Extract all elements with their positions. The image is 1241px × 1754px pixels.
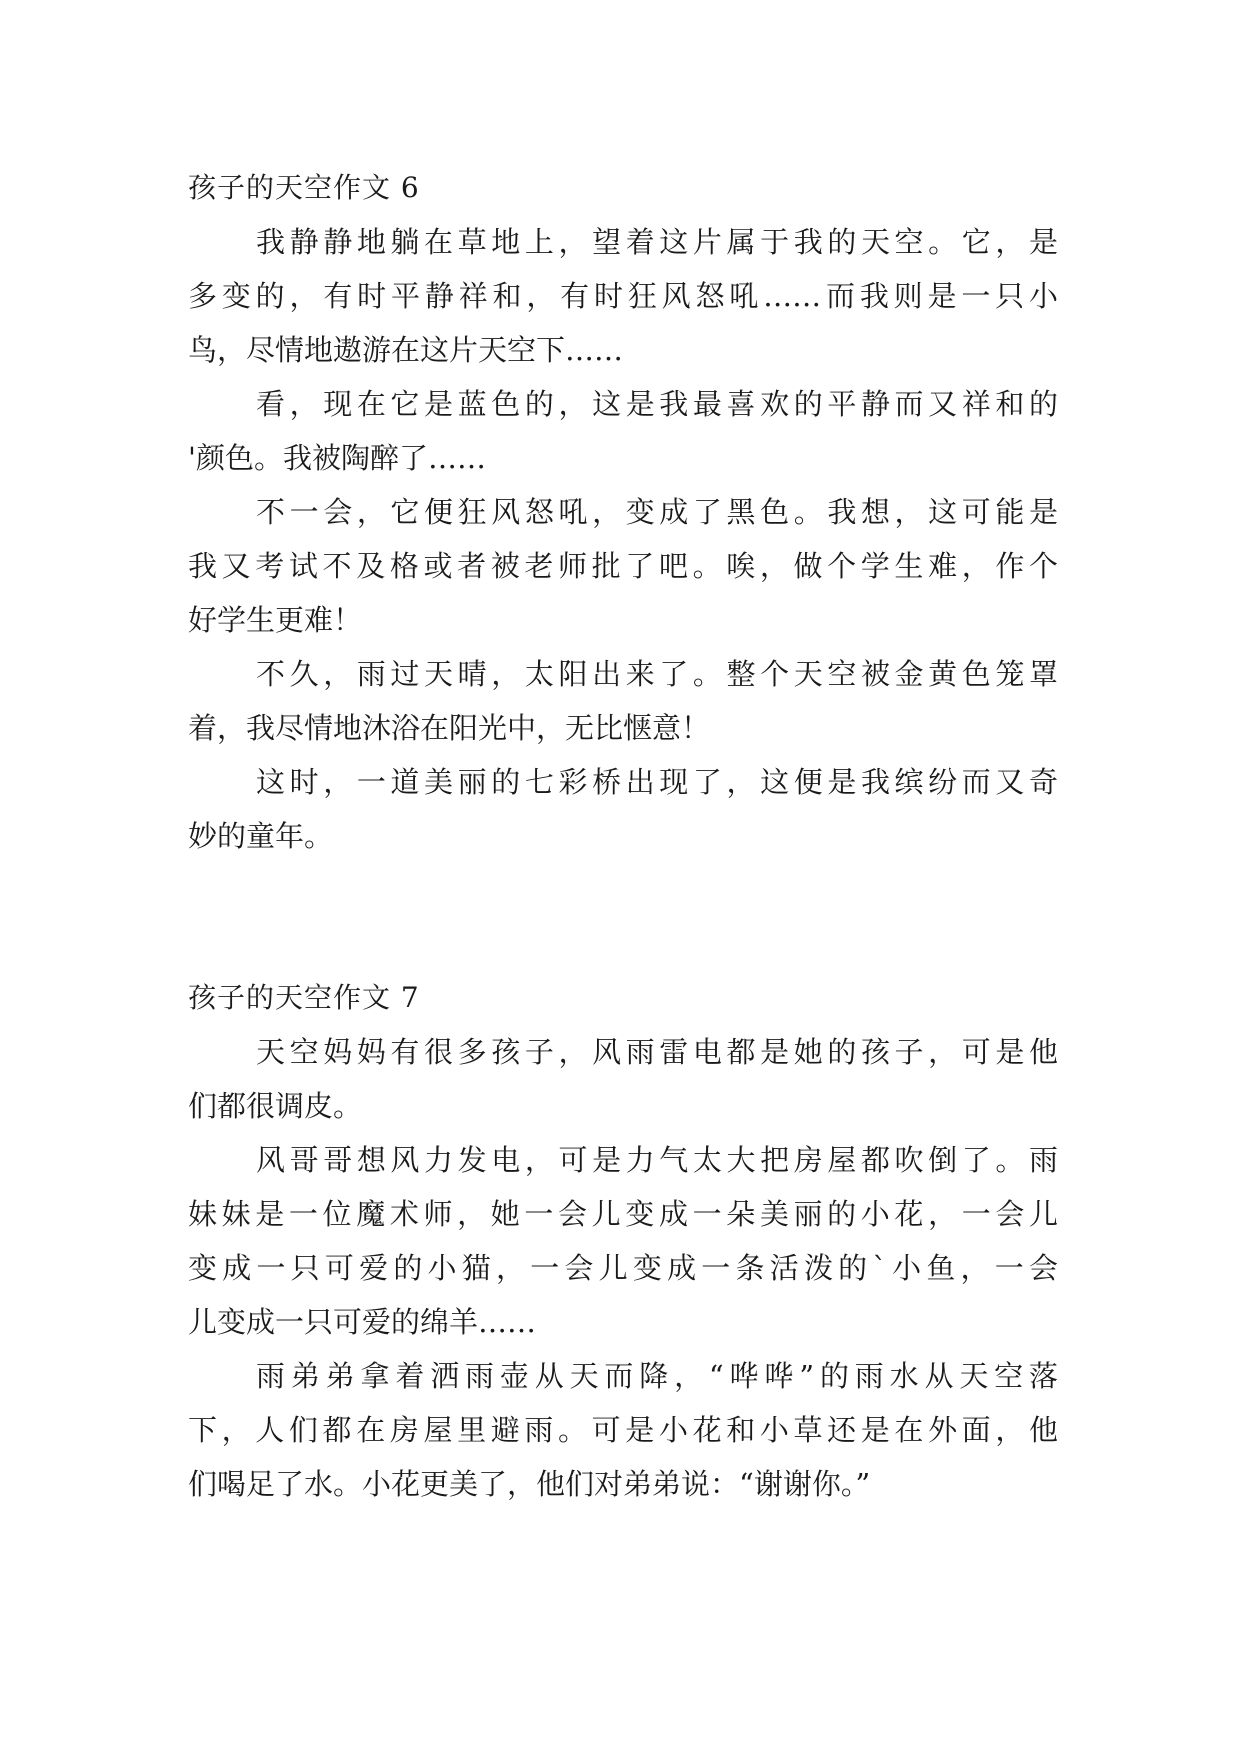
paragraph-line: 我又考试不及格或者被老师批了吧。唉，做个学生难，作个 <box>188 549 1058 583</box>
paragraph-line: 天空妈妈有很多孩子，风雨雷电都是她的孩子，可是他 <box>256 1035 1058 1069</box>
paragraph-line: 变成一只可爱的小猫，一会儿变成一条活泼的`小鱼，一会 <box>188 1251 1058 1285</box>
paragraph-line: 妙的童年。 <box>188 819 334 853</box>
paragraph-line: 下，人们都在房屋里避雨。可是小花和小草还是在外面，他 <box>188 1413 1058 1447</box>
paragraph-line: 不一会，它便狂风怒吼，变成了黑色。我想，这可能是 <box>256 495 1058 529</box>
paragraph-line: 儿变成一只可爱的绵羊…… <box>188 1305 537 1339</box>
paragraph-line: 雨弟弟拿着洒雨壶从天而降，“哗哗”的雨水从天空落 <box>256 1359 1058 1393</box>
paragraph-line: 着，我尽情地沐浴在阳光中，无比惬意！ <box>188 711 711 745</box>
paragraph-line: 多变的，有时平静祥和，有时狂风怒吼……而我则是一只小 <box>188 279 1058 313</box>
paragraph-line: 们都很调皮。 <box>188 1089 363 1123</box>
paragraph-line: '颜色。我被陶醉了…… <box>188 441 486 475</box>
paragraph-line: 们喝足了水。小花更美了，他们对弟弟说：“谢谢你。” <box>188 1467 871 1501</box>
paragraph-line: 好学生更难！ <box>188 603 363 637</box>
paragraph-line: 这时，一道美丽的七彩桥出现了，这便是我缤纷而又奇 <box>256 765 1058 799</box>
paragraph-line: 看，现在它是蓝色的，这是我最喜欢的平静而又祥和的 <box>256 387 1058 421</box>
paragraph-line: 妹妹是一位魔术师，她一会儿变成一朵美丽的小花，一会儿 <box>188 1197 1058 1231</box>
paragraph-line: 不久，雨过天晴，太阳出来了。整个天空被金黄色笼罩 <box>256 657 1058 691</box>
paragraph-line: 我静静地躺在草地上，望着这片属于我的天空。它，是 <box>256 225 1058 259</box>
section-title: 孩子的天空作文 7 <box>188 981 420 1014</box>
paragraph-line: 鸟，尽情地遨游在这片天空下…… <box>188 333 624 367</box>
section-title: 孩子的天空作文 6 <box>188 171 420 204</box>
paragraph-line: 风哥哥想风力发电，可是力气太大把房屋都吹倒了。雨 <box>256 1143 1058 1177</box>
